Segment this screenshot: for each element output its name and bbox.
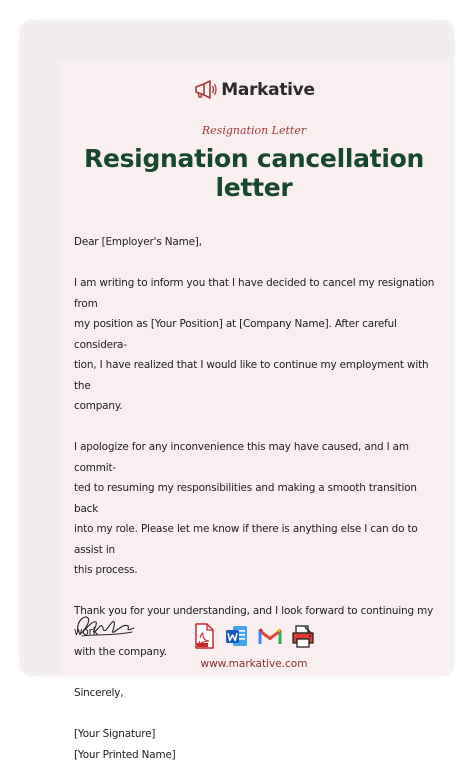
document-title <box>68 144 440 202</box>
paragraph-1-line: company. <box>74 396 440 417</box>
document-subtitle: Resignation Letter <box>58 124 450 137</box>
signature-placeholder: [Your Signature] <box>74 724 440 745</box>
paragraph-1-line: my position as [Your Position] at [Company Name]. After careful considera- <box>74 314 440 355</box>
paragraph-2-line: this process. <box>74 560 440 581</box>
salutation: Dear [Employer's Name], <box>74 232 440 253</box>
title-line-1: Resignation cancellation <box>68 144 440 173</box>
paragraph-3-line: with the company. <box>74 642 440 663</box>
paragraph-2 <box>74 437 440 581</box>
brand-header <box>58 76 450 104</box>
letter-page <box>58 60 450 676</box>
paragraph-1-line: tion, I have realized that I would like to continue my employment with the <box>74 355 440 396</box>
paragraph-2-line: I apologize for any inconvenience this may have caused, and I am commit- <box>74 437 440 478</box>
closing: Sincerely, <box>74 683 440 704</box>
printed-name-placeholder: [Your Printed Name] <box>74 745 440 765</box>
website-url[interactable]: www.markative.com <box>58 658 450 670</box>
brand-name: Markative <box>221 80 314 100</box>
gmail-icon[interactable] <box>258 623 282 649</box>
paragraph-2-line: into my role. Please let me know if there is anything else I can do to assist in <box>74 519 440 560</box>
paragraph-2-line: ted to resuming my responsibilities and making a smooth transition back <box>74 478 440 519</box>
handwritten-signature <box>74 610 138 642</box>
pdf-icon[interactable] <box>192 623 216 649</box>
paragraph-3-line: Thank you for your understanding, and I look forward to continuing my work <box>74 601 440 642</box>
paragraph-1 <box>74 273 440 417</box>
document-card <box>20 20 454 676</box>
print-icon[interactable] <box>291 623 315 649</box>
paragraph-1-line: I am writing to inform you that I have decided to cancel my resignation from <box>74 273 440 314</box>
word-icon[interactable] <box>225 623 249 649</box>
download-options <box>192 623 315 649</box>
title-line-2: letter <box>68 173 440 202</box>
letter-body <box>74 232 440 765</box>
megaphone-icon <box>193 77 217 103</box>
